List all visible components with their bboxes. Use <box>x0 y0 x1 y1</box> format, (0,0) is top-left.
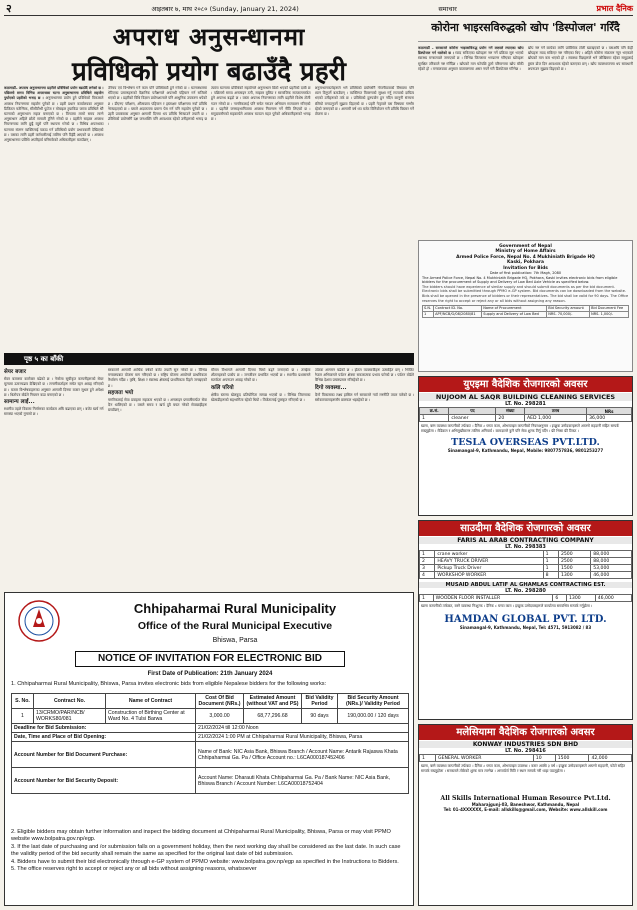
th-validity: Bid Validity Period <box>302 694 338 709</box>
table-row <box>12 733 409 742</box>
table-row <box>420 595 632 602</box>
cell-sn: 1 <box>423 312 434 318</box>
agency-name: HAMDAN GLOBAL PVT. LTD. <box>444 613 607 625</box>
th-name: Name of Procurement <box>482 306 547 312</box>
th-contract: Contract No. <box>34 694 106 709</box>
lead-headline-2: प्रविधिको प्रयोग बढाउँदै प्रहरी <box>71 57 347 87</box>
cell-amount: 68,77,296.68 <box>244 709 302 724</box>
th-fee: Bid Document Fee <box>590 306 629 312</box>
purchase-label: Account Number for Bid Document Purchase: <box>12 742 196 768</box>
th-contract: Contract ID. No. <box>434 306 482 312</box>
ad-lt-number: LT. No. 298416 <box>505 748 546 754</box>
ad-lt-number: LT. No. 298281 <box>505 401 546 407</box>
cell-contract: APF/NCB/G/08/2080/81 <box>434 312 482 318</box>
ad-terms: खाना, बस्ने व्यवस्था कम्पनीको तर्फबाट । दैनिक ८ घण्टा काम, ओभरटाइम उपलब्ध । करार अवधि ३ वर्ष । इच्छुक उम्मेदवारहरूले आफ्नो राहदानी, फोटो सहित सम्पर्क राख्नुहोला । सरकारले तोकेको शुल्क मात्र लाग्नेछ । अन्तर्वार्ता मिति र स्थान सम्पर्क गरी थाहा पाउनुहोला । <box>421 764 626 773</box>
table-row <box>12 742 409 768</box>
job-table-2 <box>419 594 632 602</box>
cell-qty: 1 <box>543 551 558 558</box>
notice-date: Date of first publication: 7th Magh, 2080 <box>489 271 562 276</box>
th-sn: S.N. <box>423 306 434 312</box>
table-row <box>12 768 409 794</box>
purchase-value: Name of Bank: NIC Asia Bank, Bhiswa Branch / Account Name: Antarik Rajaswa Khata Chhipaharmai Ga. Pa / Office Account no.: L6CA000187452406 <box>196 742 409 768</box>
clause-3: 3. If the last date of purchasing and /or submission falls on a government holiday, then the next working day shall be considered as the last date. In such case the validity period of the bid security shall remain the same as specified for the original last date of bid submission. <box>11 843 401 858</box>
saudi-job-ad <box>418 520 633 720</box>
lead-column: परिचय एवं विश्लेषण गर्ने काम पनि प्रविधिबाटै हुने गरेको छ । घटनास्थलमा भेटिएका प्रमाणहरूको वैज्ञानिक परीक्षणले अपराधी पहिचान गर्न सजिलो भएको छ । प्रहरीको विधि विज्ञान प्रयोगशालाले पनि आधुनिक उपकरण थपेको छ । डीएनए परीक्षण, औंलाछाप पहिचान र हस्ताक्षर परीक्षणमा नयाँ प्रविधि भित्र्याइएको छ । यसले अदालतमा प्रमाण पेस गर्न पनि सहयोग पुगेको छ । प्रहरी प्रवक्ताका अनुसार आगामी दिनमा थप प्रविधि भित्र्याउने तयारी छ । प्रविधिको प्रयोगसँगै दक्ष जनशक्ति पनि आवश्यक रहेको उनीहरूको भनाइ छ । <box>107 86 207 127</box>
table-row <box>420 572 632 579</box>
th-security: Bid Security Amount (NRs.)/ Validity Period <box>338 694 409 709</box>
cell-security: 190,000.00 / 120 days <box>338 709 409 724</box>
municipality-place: Bhiswa, Parsa <box>212 637 258 644</box>
cell-sn: 1 <box>12 709 34 724</box>
notice-place: Kaski, Pokhara <box>507 260 544 266</box>
lead-body <box>4 86 414 348</box>
cell-qty: 1 <box>543 565 558 572</box>
ad-header: साउदीमा वैदेशिक रोजगारको अवसर <box>419 521 632 536</box>
th-no: क्र.सं. <box>420 408 449 415</box>
th-name: Name of Contract <box>106 694 196 709</box>
cell-job: WORKSHOP WORKER <box>435 572 543 579</box>
security-label: Account Number for Bid Security Deposit: <box>12 768 196 794</box>
page-number: २ <box>6 2 12 15</box>
malaysia-job-ad <box>418 724 633 906</box>
ad-header: मलेसियामा वैदेशिक रोजगारको अवसर <box>419 725 632 740</box>
municipality-office: Office of the Rural Municipal Executive <box>137 620 333 632</box>
agency-address: Maharajgunj-03, Baneshwor, Kathmandu, Nepal <box>471 802 580 808</box>
deadline-value: 21/02/2024 till 12:00 Noon <box>196 724 409 733</box>
cell-salary: 1500 <box>555 755 589 762</box>
ad-company: NUJOOM AL SAQR BUILDING CLEANING SERVICES <box>419 393 632 401</box>
agency-name: TESLA OVERSEAS PVT.LTD. <box>451 437 600 449</box>
cell-no: 3 <box>420 565 435 572</box>
news-column: सरकारले आगामी आर्थिक वर्षको बजेट तयारी सुरु गरेको छ । विभिन्न मन्त्रालयबाट योजना माग गरिएको छ । राष्ट्रिय योजना आयोगले प्राथमिकता निर्धारण गर्दैछ । कृषि, शिक्षा र स्वास्थ्य क्षेत्रलाई प्राथमिकता दिइने जनाइएको छ । सहजता भयो नागरिकलाई सेवा प्रवाहमा सहजता भएको छ । अनलाइन प्रणालीमार्फत सेवा दिन थालिएको छ । यसले समय र खर्च दुवै बचत गरेको सेवाग्राहीहरू बताउँछन् । <box>107 368 207 413</box>
table-row <box>420 755 632 762</box>
header-section: समाचार <box>438 5 457 13</box>
nepal-emblem-icon <box>17 599 61 643</box>
th-security: Bid Security amount <box>547 306 590 312</box>
article-title: सहजता भयो <box>107 389 134 396</box>
table-row <box>420 558 632 565</box>
job-table <box>419 550 632 579</box>
cell-fee: NRS. 1,000/- <box>590 312 629 318</box>
ad-lt-number: LT. No. 298383 <box>505 544 546 550</box>
th-nrs: NRs <box>587 408 632 415</box>
cell-salary: AED 1,000 <box>524 415 586 422</box>
cell-name: Construction of Birthing Center at Ward No. 4 Tulsi Barwa <box>106 709 196 724</box>
cell-nrs: 88,000 <box>591 558 632 565</box>
cell-no: 2 <box>420 558 435 565</box>
cell-no: 1 <box>420 551 435 558</box>
cell-job: cleaner <box>449 415 496 422</box>
cell-no: 1 <box>420 755 436 762</box>
lead-headline-1: अपराध अनुसन्धानमा <box>112 22 306 51</box>
notice-clauses <box>11 829 409 873</box>
ad-company-2: MUSAID ABDUL LATIF AL GHAMLAS CONTRACTING EST. <box>419 582 632 588</box>
table-row <box>12 709 409 724</box>
th-salary: तलब <box>524 408 586 415</box>
cell-security: NRS. 70,000/- <box>547 312 590 318</box>
cell-qty: 10 <box>533 755 555 762</box>
clause-2: 2. Eligible bidders may obtain further information and inspect the bidding document at Chhipaharmai Rural Municipality, Bhiswa, Parsa or may visit PPMO website www.bolpatra.gov.np/egp. <box>11 829 391 843</box>
municipality-bid-notice <box>4 592 414 906</box>
article-title: सामान्य लाई... <box>4 399 35 406</box>
ad-terms: खाना, बस्न व्यवस्था कम्पनीको तर्फबाट । दैनिक ८ घण्टा काम, ओभरटाइम कम्पनीको नियमअनुसार । इच्छुक उम्मेदवारहरूले आफ्नो राहदानी सहित सम्पर्क राख्नुहोला । मेडिकल र अभिमुखीकरण तालिम अनिवार्य । कामदारले कुनै पनि सेवा शुल्क तिर्नु पर्दैन । फ्री भिसा फ्री टिकट । <box>421 424 619 433</box>
continued-news <box>4 368 414 588</box>
section-band: पृष्ठ ५ का बाँकी <box>4 353 414 365</box>
municipality-name: Chhipaharmai Rural Municipality <box>133 601 337 616</box>
cell-qty: 1 <box>543 558 558 565</box>
cell-nrs: 46,000 <box>595 595 631 602</box>
th-job: पद <box>449 408 496 415</box>
deadline-label: Deadline for Bid Submission: <box>12 724 196 733</box>
table-row <box>12 724 409 733</box>
agency-name: All Skills International Human Resource Pvt.Ltd. <box>440 795 611 803</box>
th-sn: S. No. <box>12 694 34 709</box>
article-title: दिगो व्यवस्था... <box>314 384 347 391</box>
cell-no: 1 <box>420 595 434 602</box>
header-date: आइतबार ७, माघ २०८० (Sunday, January 21, 2024) <box>151 5 299 13</box>
security-value: Account Name: Dharauti Khata Chhipaharmai Ga. Pa / Bank Name: NIC Asia Bank, Bhiswa Branch / Account Number: L6CA00018752404 <box>196 768 409 794</box>
cell-salary: 2500 <box>558 558 590 565</box>
cell-job: WOODEN FLOOR INSTALLER <box>433 595 553 602</box>
lead-column: अनुसन्धानकर्ताहरूले भने प्रविधिको प्रयोगसँगै गोपनीयताको विषयमा पनि ध्यान दिनुपर्ने बताउँछन् । व्यक्तिगत विवरणको सुरक्षा गर्नु राज्यको दायित्व भएको उनीहरूको तर्क छ । प्रविधिको दुरुपयोग हुन नदिन कानुनी संरचना बलियो बनाउनुपर्ने सुझाव दिइएको छ । प्रहरी नेतृत्वले यस विषयमा गम्भीर रहेको जनाएको छ । आगामी वर्ष थप बजेट विनियोजन गरी प्रविधि विस्तार गर्ने योजना छ । <box>314 86 414 117</box>
publication-date: First Date of Publication: 21th January 2024 <box>147 671 273 677</box>
cell-name: Supply and Delivery of Low Bed <box>482 312 547 318</box>
table-row <box>420 565 632 572</box>
notice-ministry: Ministry of Home Affairs <box>495 249 556 255</box>
corona-column: काठमाडौं – सरकारले कोरोना भाइरसविरुद्ध प्रयोग गर्ने लक्ष्यले ल्याएका खोप डिस्पोजल गर्न थालेको छ । म्याद सकिएका खोपहरू नष्ट गर्ने प्रक्रिया सुरु भएको स्वास्थ्य मन्त्रालयले जनाएको छ । विभिन्न जिल्लामा भण्डारण गरिएका खोपहरू सुरक्षित तरिकाले नष्ट गरिँदैछ । खोपको माग घटेपछि ठूलो परिमाणमा खोप बाँकी रहेको हो । मन्त्रालयका अनुसार वातावरणमा असर नपर्ने गरी डिस्पोजल गरिनेछ । <box>418 46 524 71</box>
government-tender-notice: Government of Nepal Ministry of Home Affairs Armed Police Force, Nepal No. 4 Mukhiniath Brigade HQ Kaski, Pokhara Invitation for Bids Date of first publication: 7th Magh, 2080 The Armed Police Force, Nepal No. 4 Mukhiniath Brigade HQ, Pokhara, Kaski invites electronic bids from eligible bidders for the procurement of Supply and Delivery of Low Bed Axle Vehicle as specified below. The bidders should have experience of similar supply and should submit documents as per the bid document. Electronic bids shall be submitted through PPMO e-GP system. Bid documents can be downloaded from the website. Bids shall be opened in the presence of bidders or their representatives. The bid shall be valid for 90 days. The Office reserves the right to accept or reject any or all bids without assigning any reason. S.N. Contract ID. No. Name of Procurement Bid Security amount Bid Document Fee 1 APF/NCB/G/08/2080/81 Supply and Delivery of Low Bed NRS. 70,000/- NRS. 1,000/- <box>418 240 633 372</box>
uae-job-ad <box>418 376 633 516</box>
corona-body <box>418 46 633 236</box>
cell-contract: 13/CRMO/PAR/NCB/ WORKS80/081 <box>34 709 106 724</box>
job-table <box>419 407 632 422</box>
paper-logo: प्रभात दैनिक <box>596 4 633 13</box>
notice-title: Invitation for Bids <box>503 265 548 271</box>
ad-terms: खाना कम्पनीको तर्फबाट, बस्ने व्यवस्था निःशुल्क । दैनिक ८ घण्टा काम । इच्छुक उम्मेदवारहरूले कार्यालय समयभित्र सम्पर्क गर्नुहोला । <box>421 604 593 608</box>
page-header <box>4 2 633 16</box>
intro-text: 1. Chhipaharmai Rural Municipality, Bhiswa, Parsa invites electronic bids from eligible Nepalese bidders for the following works: <box>11 681 327 687</box>
article-title: सेयर बजार <box>4 369 26 375</box>
opening-label: Date, Time and Place of Bid Opening: <box>12 733 196 742</box>
cell-qty: 20 <box>496 415 525 422</box>
cell-job: HEAVY TRUCK DRIVER <box>435 558 543 565</box>
lead-column: त्यस्ता घटनामा प्रविधिको सहयोगले अनुसन्धान छिटो भएको प्रहरीको दाबी छ । पछिल्लो समय अनलाइन ठगी, साइबर बुलिङ र सामाजिक सञ्जालमार्फत हुने अपराध बढ्दो छ । यस्ता अपराध नियन्त्रणका लागि प्रहरीले विशेष टोली गठन गरेको छ । नागरिकलाई पनि सचेत गराउन अभियान सञ्चालन गरिएको छ । प्रहरीले जनसहभागितामा अपराध नियन्त्रण गर्ने नीति लिएको छ । समुदायसँगको सहकार्यले अपराध घटाउन मद्दत पुगेको अधिकारीहरूको भनाइ छ । <box>211 86 311 122</box>
ad-lt-number-2: LT. No. 298280 <box>505 588 546 594</box>
cell-salary: 2500 <box>558 551 590 558</box>
ad-header: युएइमा वैदेशिक रोजगारको अवसर <box>419 377 632 392</box>
cell-nrs: 42,000 <box>589 755 632 762</box>
corona-headline: कोरोना भाइरसविरुद्धको खोप 'डिस्पोजल' गरिँदै <box>418 20 633 42</box>
cell-qty: 8 <box>543 572 558 579</box>
cell-salary: 1300 <box>558 572 590 579</box>
notice-table <box>422 305 629 318</box>
news-column: पर्यटक आगमन बढेको छ । होटल व्यवसायीहरू उत्साहित छन् । भिजिट नेपाल अभियानले पर्यटन क्षेत्रमा सकारात्मक प्रभाव पारेको छ । पर्यटन बोर्डले विभिन्न देशमा प्रचारप्रसार गरिरहेको छ । दिगो व्यवस्था... दिगो विकासका लक्ष्य हासिल गर्न सरकारले नयाँ रणनीति तयार पारेको छ । सरोकारवालाहरूसँग छलफल भइरहेको छ । <box>314 368 414 403</box>
cell-validity: 90 days <box>302 709 338 724</box>
notice-gov: Government of Nepal <box>499 244 552 249</box>
table-row <box>420 415 632 422</box>
cell-nrs: 88,000 <box>591 551 632 558</box>
article-title: कलि परियो <box>211 384 234 391</box>
cell-job: crane worker <box>435 551 543 558</box>
agency-address: Sinamangal-9, Kathmandu, Nepal, Mobile: 9807757836, 9801253277 <box>447 448 604 454</box>
notice-title: NOTICE OF INVITATION FOR ELECTRONIC BID <box>75 651 345 667</box>
corona-column: खोप नष्ट गर्ने कार्यका लागि प्राविधिक टोली खटाइएको छ । यसअघि पनि केही खोपहरू म्याद सकिएर नष्ट गरिएका थिए । अहिले कोरोना संक्रमण न्यून भएकाले खोपको माग कम भएको हो । स्वास्थ्य विज्ञहरूले भने जोखिममा रहेका समूहलाई बुस्टर डोज दिन आवश्यक रहेको बताएका छन् । खोप व्यवस्थापनमा थप सावधानी अपनाउन सुझाव दिइएको छ । <box>527 46 633 71</box>
table-row <box>420 551 632 558</box>
opening-value: 21/02/2024 1:00 PM at Chhipaharmai Rural Municipality, Bhiswa, Parsa <box>196 733 409 742</box>
agency-address: Sinamangal-9, Kathmandu, Nepal, Tel: 4571, 5913082 / 83 <box>459 624 592 630</box>
notice-body: The Armed Police Force, Nepal No. 4 Mukhiniath Brigade HQ, Pokhara, Kaski invites electronic bids from eligible bidders for the procurement of Supply and Delivery of Low Bed Axle Vehicle as specified below. <box>422 275 618 285</box>
cell-nrs: 36,000 <box>587 415 632 422</box>
bid-table <box>11 693 409 794</box>
cell-nrs: 53,000 <box>591 565 632 572</box>
cell-salary: 1300 <box>566 595 595 602</box>
agency-contact: Tel: 01-4XXXXXX, E-mail: allskills@gmail.com, Website: www.allskill.com <box>443 807 608 813</box>
ad-company: KONWAY INDUSTRIES SDN BHD <box>419 741 632 748</box>
cell-job: GENERAL WORKER <box>436 755 534 762</box>
cell-no: 4 <box>420 572 435 579</box>
cell-nrs: 46,000 <box>591 572 632 579</box>
th-qty: संख्या <box>496 408 525 415</box>
cell-qty: 6 <box>553 595 567 602</box>
lead-column: काठमाडौं– अपराध अनुसन्धानमा प्रहरीले प्रविधिको प्रयोग बढाउँदै लगेको छ । पछिल्लो समय विभिन्न अपराधका घटना अनुसन्धानमा प्रविधिले सहयोग पुर्याएको प्रहरीको भनाइ छ । अनुसन्धानमा प्रयोग हुने प्रविधिको विकासले अपराध नियन्त्रणमा सहयोग पुगेको छ । प्रहरी प्रधान कार्यालयका अनुसार डिजिटल फरेन्सिक, सीसीटीभी फुटेज र मोबाइल ट्र्याकिङ जस्ता प्रविधिले धेरै घटनाको अनुसन्धान सहज बनाएको छ । विगतमा लामो समय लाग्ने अनुसन्धान अहिले छोटो समयमै टुंगिने गरेको छ । प्रहरीले साइबर अपराध नियन्त्रणका लागि छुट्टै ब्युरो पनि स्थापना गरेको छ । विभिन्न अपराधका घटनामा संलग्न व्यक्तिलाई पक्राउ गर्न प्रविधिको प्रयोग प्रभावकारी देखिएको छ । यसका लागि प्रहरी कर्मचारीलाई तालिम पनि दिइँदै आएको छ । अपराध अनुसन्धानमा प्रविधि अपरिहार्य बनिसकेको अधिकारीहरू बताउँछन् । <box>4 86 104 143</box>
clause-4: 4. Bidders have to submit their bid electronically through e-GP system of PPMO website: www.bolpatra.gov.np/egp as specified in the Instructions to Bidders. <box>11 858 399 865</box>
th-amount: Estimated Amount (without VAT and PS) <box>244 694 302 709</box>
cell-salary: 1500 <box>558 565 590 572</box>
notice-org: Armed Police Force, Nepal No. 4 Mukhiniath Brigade HQ <box>456 254 595 260</box>
ad-company: FARIS AL ARAB CONTRACTING COMPANY <box>419 537 632 544</box>
news-column: सेयर बजार सेयर बजारमा कारोबार बढेको छ । नेप्सेमा सूचीकृत कम्पनीहरूको सेयर मूल्यमा उतारचढाव देखिएको छ । लगानीकर्ताहरू सचेत रहन आग्रह गरिएको छ । बजार विश्लेषकहरूका अनुसार आगामी दिनमा बजार सुधार हुने अपेक्षा छ । धितोपत्र बोर्डले नियमन कडा बनाएको छ । सामान्य लाई... स्थानीय तहले विकास निर्माणका कार्यक्रम अघि बढाएका छन् । बजेट खर्च गर्न समस्या भएको गुनासो छ । <box>4 369 104 417</box>
cell-cost: 3,000.00 <box>196 709 244 724</box>
job-table <box>419 754 632 762</box>
cell-job: Pickup Truck Driver <box>435 565 543 572</box>
clause-5: 5. The office reserves right to accept or reject any or all bids without assigning reasons, whatsoever <box>11 866 257 873</box>
th-cost: Cost Of Bid Document (NRs.) <box>196 694 244 709</box>
cell-no: 1 <box>420 415 449 422</box>
news-column: मौसम विभागले आगामी दिनमा चिसो बढ्ने जनाएको छ । तराईमा शीतलहरको प्रकोप छ । जनजीवन प्रभावित भएको छ । स्थानीय प्रशासनले सतर्कता अपनाउन आग्रह गरेको छ । कलि परियो क्षेत्रीय स्तरमा खेलकुद प्रतियोगिता सम्पन्न भएको छ । विभिन्न जिल्लाका खेलाडीहरूको सहभागिता रहेको थियो । विजेतालाई पुरस्कृत गरिएको छ । <box>211 368 311 403</box>
